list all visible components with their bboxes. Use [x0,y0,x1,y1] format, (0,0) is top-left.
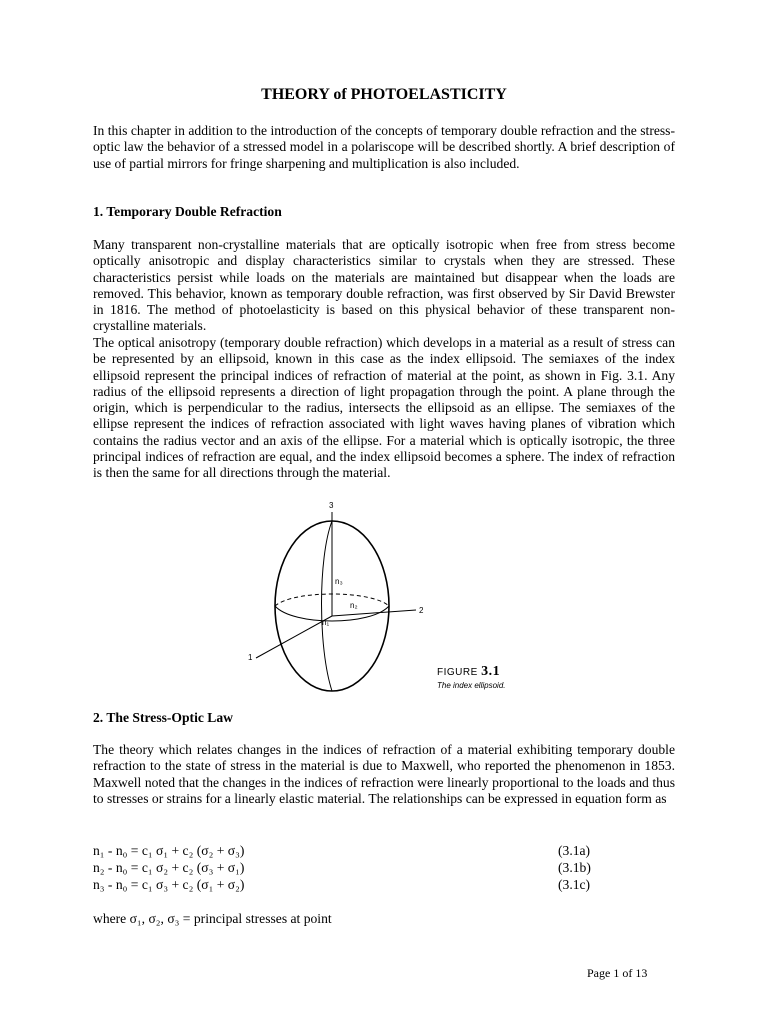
equation-row [93,859,613,876]
n3-label: n₃ [335,577,343,586]
equation-row [93,876,613,893]
axis-3-label: 3 [329,501,334,510]
figure-number: 3.1 [481,664,501,679]
figure-word: FIGURE [437,667,478,678]
axis-1-label: 1 [248,653,253,662]
where-clause: where σ₁, σ₂, σ₃ = principal stresses at point [93,911,332,926]
section-1-paragraph-2: The optical anisotropy (temporary double refraction) which develops in a material as a result of stress can be represented by an ellipsoid, known in this case as the index ellipsoid. The semiaxes of the index ellipsoid represent the principal indices of refraction of material at the point, as shown in Fig. 3.1. Any radius of the ellipsoid represents a direction of light propagation through the point. A plane through the origin, which is perpendicular to the radius, intersects the ellipsoid as an ellipse. The semiaxes of the ellipse represent the indices of refraction associated with light waves having planes of vibration which contains the radius vector and an axis of the ellipse. For a material which is optically isotropic, the three principal indices of refraction are equal, and the index ellipsoid becomes a sphere. The index of refraction is then the same for all directions through the material. [93,335,675,481]
equation-number: (3.1a) [558,843,591,858]
section-2-heading: 2. The Stress-Optic Law [93,710,233,725]
equation-number: (3.1b) [558,860,591,875]
section-1-heading: 1. Temporary Double Refraction [93,204,282,219]
equation-number: (3.1c) [558,877,591,892]
figure-label [437,664,500,680]
figure-index-ellipsoid [238,498,528,694]
section-2-paragraph-1: The theory which relates changes in the indices of refraction of a material exhibiting temporary double refraction to the state of stress in the material is due to Maxwell, who reported the phenomenon in 1853. Maxwell noted that the changes in the indices of refraction were linearly proportional to the loads and thus to stresses or strains for a linearly elastic material. The relationships can be expressed in equation form as [93,742,675,806]
equation-expression: n₃ - n₀ = c₁ σ₃ + c₂ (σ₁ + σ₂) [93,877,245,892]
n2-label: n₂ [350,601,358,610]
figure-caption: The index ellipsoid. [437,681,506,690]
axis-2-label: 2 [419,606,424,615]
equation-expression: n₂ - n₀ = c₁ σ₂ + c₂ (σ₃ + σ₁) [93,860,245,875]
page-number-footer: Page 1 of 13 [587,966,648,980]
intro-paragraph: In this chapter in addition to the introduction of the concepts of temporary double refraction and the stress-optic law the behavior of a stressed model in a polariscope will be described shortly. A brief description of use of partial mirrors for fringe sharpening and multiplication is also included. [93,123,675,171]
n1-label: n₁ [322,618,330,627]
equation-row [93,842,613,859]
section-1-paragraph-1: Many transparent non-crystalline materials that are optically isotropic when free from stress become optically anisotropic and display characteristics similar to crystals when they are stressed. These characteristics persist while loads on the materials are maintained but disappear when the loads are removed. This behavior, known as temporary double refraction, was first observed by Sir David Brewster in 1816. The method of photoelasticity is based on this physical behavior of these transparent non-crystalline materials. [93,237,675,334]
equation-expression: n₁ - n₀ = c₁ σ₁ + c₂ (σ₂ + σ₃) [93,843,245,858]
page-title: THEORY of PHOTOELASTICITY [261,86,507,103]
